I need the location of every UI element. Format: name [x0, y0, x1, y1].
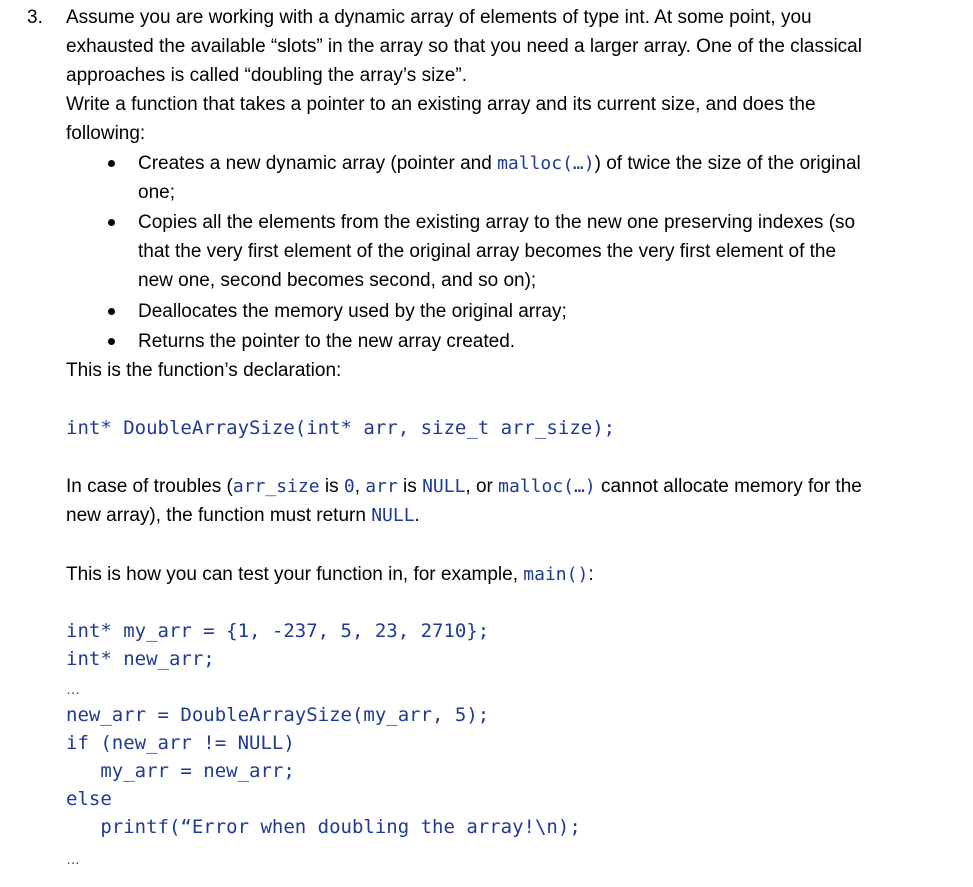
intro-line-2: exhausted the available “slots” in the array so that you need a larger array. One of the classical	[66, 36, 862, 57]
intro-line-5: following:	[66, 123, 146, 144]
code-line-5: my_arr = new_arr;	[66, 760, 295, 782]
troubles-text-7: new array), the function must return	[66, 505, 372, 526]
bullet-dot-4	[108, 338, 115, 345]
bullet-4-text: Returns the pointer to the new array created.	[138, 331, 516, 352]
bullet-1-text-b: ) of twice the size of the original	[594, 153, 861, 174]
bullet-1-line-1	[138, 149, 861, 178]
bullet-1-code: malloc(…)	[497, 153, 595, 174]
code-line-2: int* new_arr;	[66, 648, 215, 670]
troubles-code-arr: arr	[365, 476, 398, 497]
test-intro-code: main()	[523, 564, 589, 585]
troubles-text-2: is	[319, 476, 344, 497]
code-line-3: new_arr = DoubleArraySize(my_arr, 5);	[66, 704, 490, 726]
troubles-line-2	[66, 501, 420, 530]
code-line-1: int* my_arr = {1, -237, 5, 23, 2710};	[66, 620, 490, 642]
troubles-code-null: NULL	[422, 476, 466, 497]
troubles-text-5: , or	[465, 476, 499, 497]
bullet-2-line-2: that the very first element of the original array becomes the very first element of the	[138, 241, 837, 262]
troubles-code-null-return: NULL	[371, 505, 415, 526]
bullet-dot-2	[108, 219, 115, 226]
bullet-1-text-a: Creates a new dynamic array (pointer and	[138, 153, 498, 174]
intro-line-1: Assume you are working with a dynamic array of elements of type int. At some point, you	[66, 7, 812, 28]
code-line-7: printf(“Error when doubling the array!\n);	[66, 816, 581, 838]
intro-line-3: approaches is called “doubling the array’s size”.	[66, 65, 467, 86]
bullet-dot-3	[108, 308, 115, 315]
troubles-code-arr-size: arr_size	[232, 476, 320, 497]
question-number: 3.	[27, 7, 43, 28]
troubles-text-4: is	[397, 476, 423, 497]
ellipsis-1: …	[66, 681, 79, 697]
troubles-code-zero: 0	[343, 476, 355, 497]
troubles-line-1	[66, 472, 862, 501]
troubles-text-8: .	[414, 505, 420, 526]
bullet-1-line-2: one;	[138, 182, 175, 203]
declaration-intro: This is the function’s declaration:	[66, 360, 342, 381]
bullet-2-line-3: new one, second becomes second, and so on);	[138, 270, 537, 291]
test-intro	[66, 560, 594, 589]
test-intro-end: :	[588, 564, 594, 585]
troubles-code-malloc: malloc(…)	[498, 476, 596, 497]
test-intro-text: This is how you can test your function in, for example,	[66, 564, 524, 585]
bullet-3-text: Deallocates the memory used by the original array;	[138, 301, 567, 322]
troubles-text-1: In case of troubles (	[66, 476, 233, 497]
troubles-text-6: cannot allocate memory for the	[595, 476, 862, 497]
bullet-2-line-1: Copies all the elements from the existing array to the new one preserving indexes (so	[138, 212, 856, 233]
bullet-dot-1	[108, 160, 115, 167]
function-declaration: int* DoubleArraySize(int* arr, size_t arr_size);	[66, 417, 616, 439]
intro-line-4: Write a function that takes a pointer to an existing array and its current size, and does the	[66, 94, 816, 115]
troubles-text-3: ,	[354, 476, 366, 497]
code-line-6: else	[66, 788, 112, 810]
ellipsis-2: …	[66, 851, 79, 867]
code-line-4: if (new_arr != NULL)	[66, 732, 295, 754]
